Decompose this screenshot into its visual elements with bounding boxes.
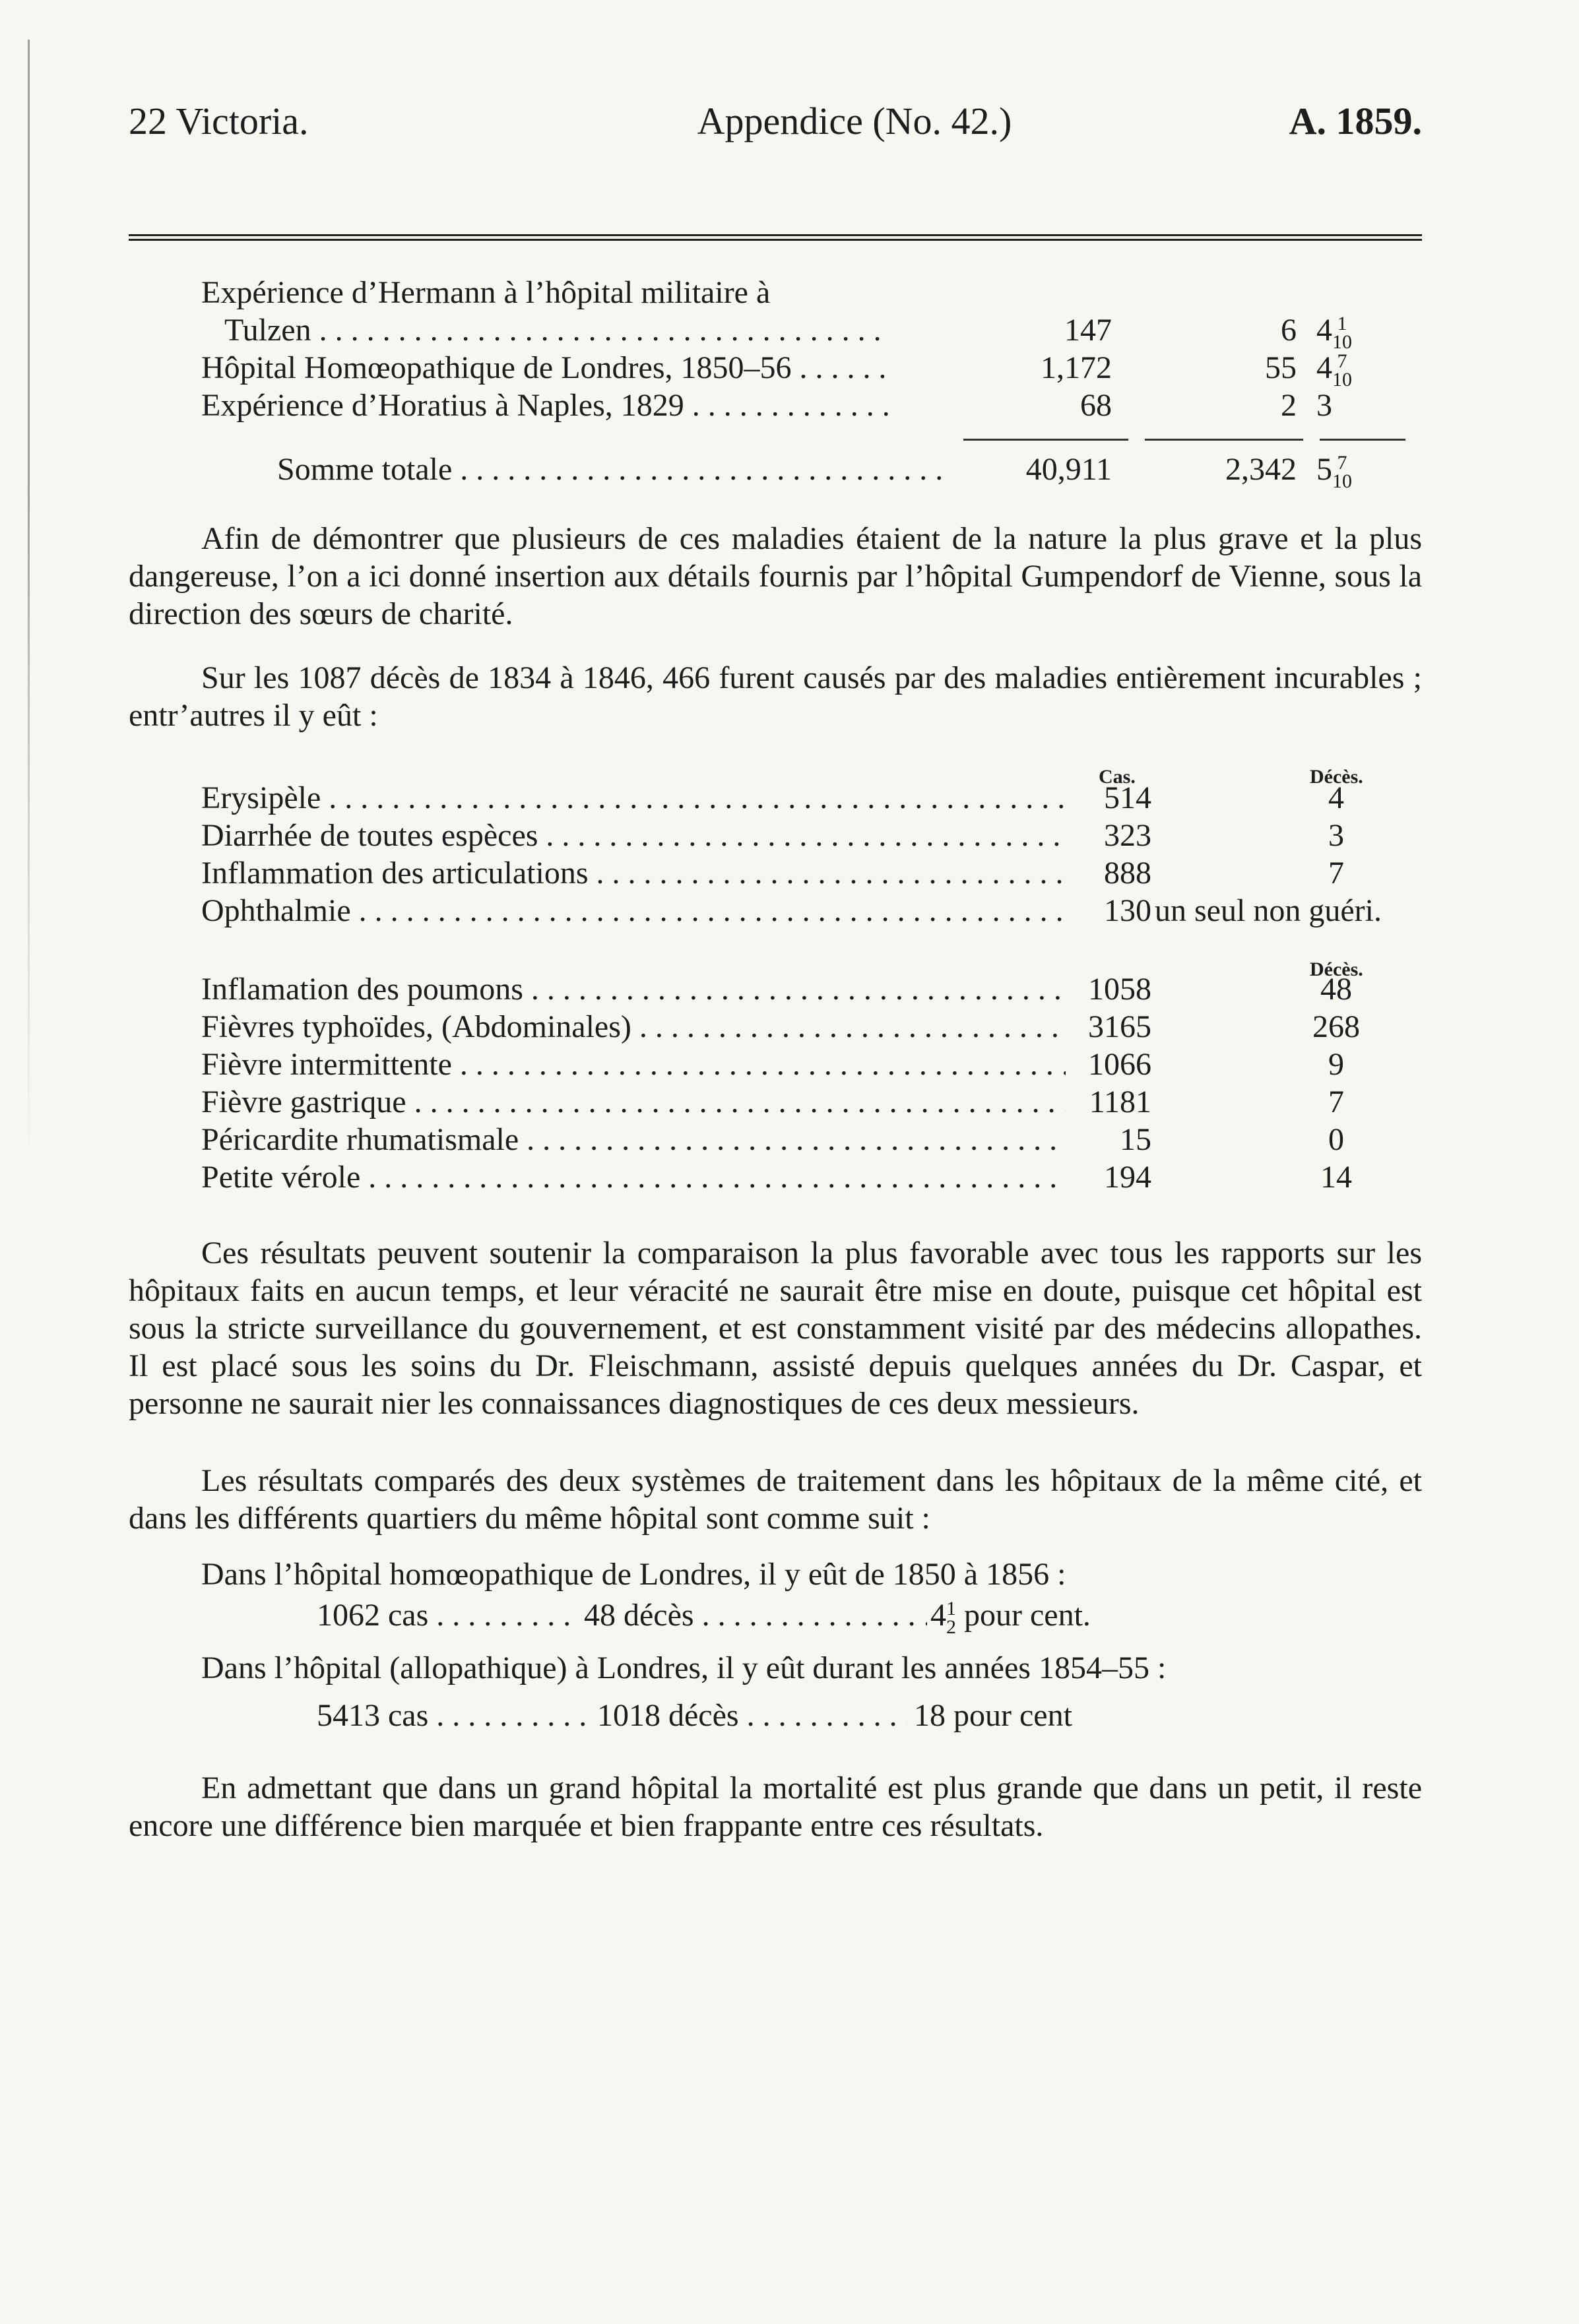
page-edge-line [28,40,30,1161]
sum-rule [1320,439,1405,441]
row-label: Tulzen . . . [224,311,884,349]
comparison-intro-text: Dans l’hôpital homœopathique de Londres, il y eût de 1850 à 1856 : [201,1557,1066,1592]
row-deaths: 268 [1312,1009,1360,1044]
paragraph-conclusion: En admettant que dans un grand hôpital la mortalité est plus grande que dans un petit, il reste encore une différence bien marquée et bien frappante entre ces résultats. [129,1771,1422,1843]
row-cases: 1066 [1088,1047,1151,1082]
total-percent: 5 7 10 [1316,451,1352,492]
page-header [129,99,1422,158]
row-label: Hôpital Homœopathique de Londres, 1850–56 . . . [201,349,884,387]
table-row [129,274,1422,311]
row-deaths: 48 [1320,972,1352,1007]
document-page [129,99,1422,1844]
row-label: Diarrhée de toutes espèces . . . [201,817,1066,854]
comparison-cases: 5413 cas . . . [317,1697,594,1734]
sum-rules [129,424,1422,451]
header-session: 22 Victoria. [129,100,309,142]
row-label: Erysipèle . . . [201,779,1066,817]
row-cases: 1058 [1088,972,1151,1007]
comparison-cases: 1062 cas . . . [317,1596,581,1634]
row-cases: 130 [1104,893,1151,928]
row-deaths: 55 [1265,350,1297,385]
row-label: Ophthalmie . . . [201,892,1066,929]
table-row [129,387,1422,424]
row-cases: 15 [1120,1122,1151,1157]
row-percent: 3 [1316,388,1332,423]
row-label: Expérience d’Horatius à Naples, 1829 . . . [201,387,894,424]
row-label-line1: Expérience d’Hermann à l’hôpital militaire à [201,275,771,310]
column-head-deaths: Décès. [1310,766,1363,788]
table-row [129,970,1422,1008]
paragraph-gumpendorf-intro: Afin de démontrer que plusieurs de ces maladies étaient de la nature la plus grave et la plus dangereuse, l’on a ici donné insertion aux détails fournis par l’hôpital Gumpendorf de Vienne, sous la direction des sœurs de charité. [129,521,1422,631]
sum-rule [963,439,1128,441]
hospital-stats-table [129,274,1422,497]
total-row [129,451,1422,497]
row-cases: 147 [1064,313,1112,348]
table-row [129,892,1422,929]
row-label: Fièvre gastrique . . . [201,1083,1066,1121]
paragraph-incurable: Sur les 1087 décès de 1834 à 1846, 466 furent causés par des maladies entièrement incurables ; entr’autres il y eût : [129,660,1422,733]
comparison-figures [129,1697,1422,1749]
row-deaths: 7 [1328,1084,1344,1119]
row-label: Inflammation des articulations . . . [201,854,1066,892]
row-deaths: 3 [1328,818,1344,853]
header-year: A. 1859. [1289,100,1422,142]
table-row [129,349,1422,391]
table-row [129,779,1422,817]
sum-rule [1145,439,1303,441]
row-cases: 3165 [1088,1009,1151,1044]
row-deaths: 14 [1320,1160,1352,1195]
row-deaths: 0 [1328,1122,1344,1157]
table-row [129,817,1422,854]
comparison-intro [129,1649,1422,1697]
row-deaths: 9 [1328,1047,1344,1082]
row-label: Inflamation des poumons . . . [201,970,1066,1008]
row-cases: 194 [1104,1160,1151,1195]
table-row [129,311,1422,353]
total-deaths: 2,342 [1225,452,1297,487]
london-comparison [129,1555,1422,1749]
comparison-deaths: 48 décès . . . [584,1596,927,1634]
row-cases: 68 [1080,388,1112,423]
other-diseases-table [129,951,1422,1214]
comparison-intro [129,1555,1422,1596]
table-row [129,1083,1422,1121]
header-appendix: Appendice (No. 42.) [697,100,1012,142]
total-cases: 40,911 [1025,452,1112,487]
table-row [129,1046,1422,1083]
row-deaths: un seul non guéri. [1155,893,1382,928]
row-percent: 4 1 10 [1316,312,1352,353]
row-label: Péricardite rhumatismale . . . [201,1121,1066,1158]
row-deaths: 2 [1281,388,1297,423]
row-cases: 323 [1104,818,1151,853]
row-deaths: 6 [1281,313,1297,348]
row-percent: 4 7 10 [1316,350,1352,391]
comparison-figures [129,1596,1422,1649]
table-row [129,854,1422,892]
incurable-diseases-table [129,753,1422,951]
column-head-deaths: Décès. [1310,958,1363,980]
header-rule [129,234,1422,241]
row-label: Fièvres typhoïdes, (Abdominales) . . . [201,1008,1066,1046]
table-row [129,1158,1422,1196]
comparison-deaths: 1018 décès . . . [597,1697,907,1734]
row-cases: 514 [1104,780,1151,815]
row-label: Petite vérole . . . [201,1158,1066,1196]
row-deaths: 7 [1328,856,1344,891]
row-label: Fièvre intermittente . . . [201,1046,1066,1083]
row-cases: 1181 [1089,1084,1151,1119]
row-cases: 1,172 [1041,350,1112,385]
comparison-percent: 18 pour cent [914,1698,1072,1733]
table-row [129,1121,1422,1158]
column-head-cases: Cas. [1099,766,1136,788]
row-cases: 888 [1104,856,1151,891]
paragraph-comparison-intro: Les résultats comparés des deux systèmes de traitement dans les hôpitaux de la même cité, et dans les différents quartiers du même hôpital sont comme suit : [129,1463,1422,1536]
comparison-intro-text: Dans l’hôpital (allopathique) à Londres, il y eût durant les années 1854–55 : [201,1650,1167,1685]
paragraph-results: Ces résultats peuvent soutenir la comparaison la plus favorable avec tous les rapports sur les hôpitaux faits en aucun temps, et leur véracité ne saurait être mise en doute, puisque cet hôpital est sous la stricte surveillance du gouvernement, et est constamment visité par des médecins allopathes. Il est placé sous les soins du Dr. Fleischmann, assisté depuis quelques années du Dr. Caspar, et personne ne saurait nier les connaissances diagnostiques de ces deux messieurs. [129,1236,1422,1421]
row-deaths: 4 [1328,780,1344,815]
comparison-percent: 4 1 2 pour cent. [930,1597,1091,1638]
table-row [129,1008,1422,1046]
total-label: Somme totale . . . [277,451,950,488]
